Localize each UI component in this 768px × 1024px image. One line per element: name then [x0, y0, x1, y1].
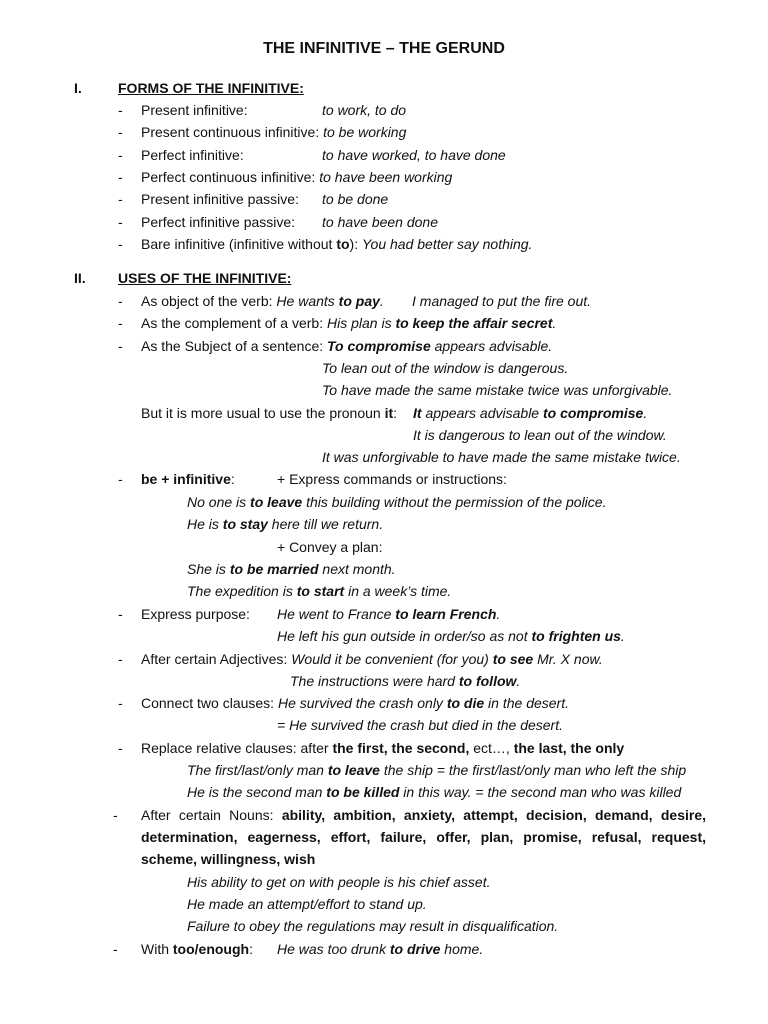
- use-object-line: As object of the verb: He wants to pay.: [141, 293, 384, 309]
- example-line: No one is to leave this building without the permission of the police.: [187, 494, 607, 510]
- bullet-dash: -: [118, 338, 123, 354]
- use-object-example-2: I managed to put the fire out.: [412, 293, 592, 309]
- example-line: It was unforgivable to have made the same mistake twice.: [322, 449, 681, 465]
- use-nouns-line: After certain Nouns: ability, ambition, anxiety, attempt, decision, demand, desire,: [141, 807, 706, 823]
- example-line: He is to stay here till we return.: [187, 516, 384, 532]
- form-label: Present continuous infinitive: to be working: [141, 124, 407, 140]
- example-line: The instructions were hard to follow.: [290, 673, 521, 689]
- bullet-dash: -: [118, 147, 123, 163]
- page-title: THE INFINITIVE – THE GERUND: [263, 40, 505, 57]
- form-example: to work, to do: [322, 102, 407, 118]
- form-example: to have been working: [319, 169, 453, 185]
- form-label: Present infinitive:: [141, 102, 248, 118]
- form-example: to be done: [322, 191, 389, 207]
- example-line: He was too drunk to drive home.: [277, 941, 484, 957]
- form-example: You had better say nothing.: [361, 236, 533, 252]
- bullet-dash: -: [118, 191, 123, 207]
- example-line: It appears advisable to compromise.: [413, 405, 648, 421]
- bullet-dash: -: [118, 169, 123, 185]
- section-2-heading: USES OF THE INFINITIVE:: [118, 270, 292, 286]
- example-line: She is to be married next month.: [187, 561, 396, 577]
- bullet-dash: -: [118, 102, 123, 118]
- bullet-dash: -: [118, 124, 123, 140]
- form-label: Present infinitive passive:: [141, 191, 299, 207]
- bullet-dash: -: [118, 695, 123, 711]
- form-label: Perfect infinitive passive:: [141, 214, 296, 230]
- bullet-dash: -: [113, 807, 118, 823]
- section-1-heading: FORMS OF THE INFINITIVE:: [118, 80, 304, 96]
- example-line: = He survived the crash but died in the desert.: [277, 717, 563, 733]
- bullet-dash: -: [118, 471, 123, 487]
- sub-point: + Convey a plan:: [277, 539, 383, 555]
- bullet-dash: -: [113, 941, 118, 957]
- bullet-dash: -: [118, 651, 123, 667]
- be-infinitive-label: be + infinitive:: [141, 471, 235, 487]
- example-line: The expedition is to start in a week’s time.: [187, 583, 452, 599]
- example-line: To lean out of the window is dangerous.: [322, 360, 569, 376]
- sub-point: + Express commands or instructions:: [277, 471, 507, 487]
- use-complement-line: As the complement of a verb: His plan is to keep the affair secret.: [141, 315, 557, 331]
- form-label: Perfect continuous infinitive: to have been working: [141, 169, 453, 185]
- use-adjectives-line: After certain Adjectives: Would it be convenient (for you) to see Mr. X now.: [141, 651, 603, 667]
- bare-infinitive-line: Bare infinitive (infinitive without to): You had better say nothing.: [141, 236, 533, 252]
- bullet-dash: -: [118, 606, 123, 622]
- bullet-dash: -: [118, 293, 123, 309]
- form-example: to have worked, to have done: [322, 147, 506, 163]
- example-line: The first/last/only man to leave the ship = the first/last/only man who left the ship: [187, 762, 687, 778]
- example-line: He left his gun outside in order/so as not to frighten us.: [277, 628, 625, 644]
- example-line: It is dangerous to lean out of the window.: [413, 427, 667, 443]
- bullet-dash: -: [118, 236, 123, 252]
- nouns-list-line: determination, eagerness, effort, failure, offer, plan, promise, refusal, request,: [141, 829, 706, 845]
- example-line: To have made the same mistake twice was unforgivable.: [322, 382, 673, 398]
- nouns-list-line: scheme, willingness, wish: [141, 851, 316, 867]
- form-label: Perfect infinitive:: [141, 147, 244, 163]
- use-subject-line: As the Subject of a sentence: To compromise appears advisable.: [141, 338, 553, 354]
- example-line: He made an attempt/effort to stand up.: [187, 896, 427, 912]
- bullet-dash: -: [118, 740, 123, 756]
- example-line: He went to France to learn French.: [277, 606, 501, 622]
- pronoun-it-line: But it is more usual to use the pronoun it:: [141, 405, 398, 421]
- example-line: His ability to get on with people is his chief asset.: [187, 874, 491, 890]
- use-clauses-line: Connect two clauses: He survived the crash only to die in the desert.: [141, 695, 569, 711]
- use-purpose-label: Express purpose:: [141, 606, 250, 622]
- use-relative-line: Replace relative clauses: after the first, the second, ect…, the last, the only: [141, 740, 625, 756]
- bullet-dash: -: [118, 214, 123, 230]
- section-2-number: II.: [74, 270, 86, 286]
- example-line: He is the second man to be killed in this way. = the second man who was killed: [187, 784, 682, 800]
- form-example: to have been done: [322, 214, 438, 230]
- bullet-dash: -: [118, 315, 123, 331]
- example-line: Failure to obey the regulations may result in disqualification.: [187, 918, 559, 934]
- section-1-number: I.: [74, 80, 82, 96]
- use-too-enough-label: With too/enough:: [141, 941, 253, 957]
- form-example: to be working: [323, 124, 407, 140]
